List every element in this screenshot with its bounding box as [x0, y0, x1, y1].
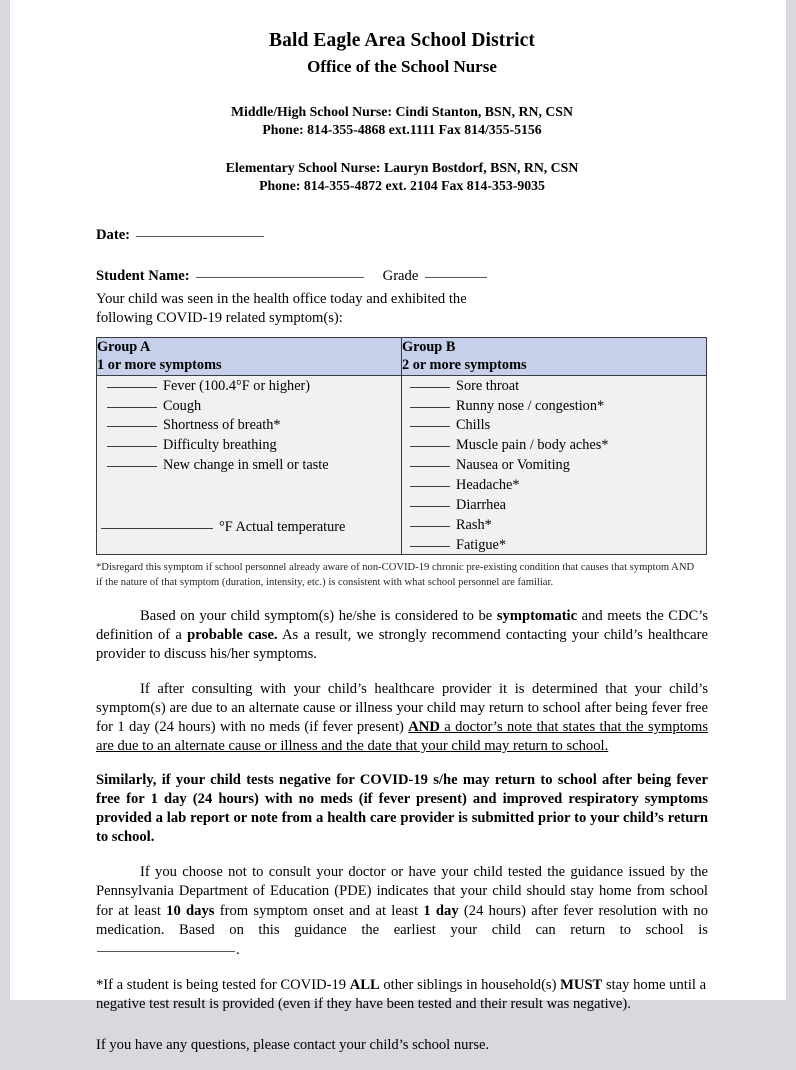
symptom-label: Rash* [456, 516, 492, 533]
symptom-checkbox-blank[interactable] [410, 455, 450, 467]
symptom-label: Fatigue* [456, 536, 507, 553]
p3-text-3: (24 hours) after fever resolution with no medication. Based on this guidance the earliest your child can return to school is [96, 902, 708, 938]
return-date-input-blank[interactable] [97, 940, 235, 952]
list-item[interactable] [97, 376, 401, 396]
temperature-input-blank[interactable] [101, 517, 213, 529]
student-name-input-blank[interactable] [196, 266, 364, 278]
p3-text-1: If you choose not to consult your doctor or have your child tested the guidance issued by the Pennsylvania Department of Education (PDE) indicates that your child should stay home from school for at least [96, 864, 708, 919]
nurse-contact-middle-high [96, 103, 708, 138]
symptom-label: Shortness of breath* [163, 417, 281, 434]
list-item[interactable] [402, 535, 706, 555]
list-item[interactable] [402, 455, 706, 475]
temperature-label: °F Actual temperature [219, 519, 346, 536]
list-item[interactable] [97, 455, 401, 475]
group-b-cell [402, 375, 707, 555]
date-input-blank[interactable] [136, 225, 264, 237]
list-item[interactable] [97, 435, 401, 455]
symptom-checkbox-blank[interactable] [107, 396, 157, 408]
symptom-checkbox-blank[interactable] [107, 435, 157, 447]
list-item[interactable] [402, 415, 706, 435]
symptom-label: Headache* [456, 477, 520, 494]
symptom-checkbox-blank[interactable] [410, 376, 450, 388]
paragraph-siblings [96, 976, 708, 1014]
p3-bold-one-day: 1 day [423, 902, 459, 919]
group-a-title: Group A [97, 339, 151, 356]
symptom-checkbox-blank[interactable] [410, 396, 450, 408]
list-item[interactable] [402, 495, 706, 515]
symptom-checkbox-blank[interactable] [410, 475, 450, 487]
symptom-label: Cough [163, 397, 202, 414]
p3-bold-ten-days: 10 days [166, 902, 215, 919]
p1-bold-symptomatic: symptomatic [496, 607, 578, 624]
p4-bold-all: ALL [349, 976, 380, 993]
symptom-checkbox-blank[interactable] [107, 376, 157, 388]
symptom-label: New change in smell or taste [163, 457, 329, 474]
list-item[interactable] [402, 475, 706, 495]
paragraph-closing: If you have any questions, please contact your child’s school nurse. [96, 1037, 490, 1054]
table-footnote: *Disregard this symptom if school personnel already aware of non-COVID-19 chronic pre-existing condition that causes that symptom AND if the nature of that symptom (duration, intensity, etc.) is consistent with what school personnel are familiar. [96, 562, 695, 589]
date-field-row [96, 225, 708, 244]
symptom-label: Runny nose / congestion* [456, 397, 605, 414]
nurse-phone-middle-high: Phone: 814-355-4868 ext.1111 Fax 814/355-5156 [262, 121, 542, 137]
p2-bold-and: AND [408, 719, 440, 736]
group-b-subtitle: 2 or more symptoms [402, 357, 527, 374]
p4-bold-must: MUST [560, 976, 603, 993]
list-item[interactable] [402, 435, 706, 455]
p1-text-2: and meets the CDC’s definition of a [96, 607, 708, 643]
student-name-label: Student Name: [96, 267, 190, 284]
group-a-subtitle: 1 or more symptoms [97, 357, 222, 374]
grade-input-blank[interactable] [425, 266, 487, 278]
symptom-checkbox-blank[interactable] [410, 435, 450, 447]
grade-label: Grade [382, 267, 419, 284]
symptom-label: Difficulty breathing [163, 437, 277, 454]
group-b-header [402, 338, 707, 376]
symptom-label: Nausea or Vomiting [456, 457, 570, 474]
nurse-name-middle-high: Middle/High School Nurse: Cindi Stanton, BSN, RN, CSN [231, 104, 573, 119]
symptom-checkbox-blank[interactable] [107, 455, 157, 467]
p1-bold-probable-case: probable case. [187, 626, 278, 643]
table-header-row [97, 338, 707, 376]
symptom-table [96, 337, 707, 555]
nurse-name-elementary: Elementary School Nurse: Lauryn Bostdorf, BSN, RN, CSN [225, 160, 579, 176]
list-item[interactable] [97, 415, 401, 435]
group-b-title: Group B [402, 339, 456, 356]
document-page [10, 0, 786, 1054]
p3-text-4: . [236, 941, 240, 958]
nurse-phone-elementary: Phone: 814-355-4872 ext. 2104 Fax 814-353-9035 [259, 177, 545, 193]
document-header [96, 0, 708, 195]
p1-text-1: Based on your child symptom(s) he/she is considered to be [140, 607, 497, 624]
paragraph-negative-test: Similarly, if your child tests negative for COVID-19 s/he may return to school after being fever free for 1 day (24 hours) with no meds (if fever present) and improved respiratory symptoms provided a lab report or note from a health care provider is submitted prior to your child’s return to school. [96, 771, 708, 846]
symptom-checkbox-blank[interactable] [107, 415, 157, 427]
group-a-symptom-list [97, 376, 401, 475]
symptom-checkbox-blank[interactable] [410, 515, 450, 527]
group-a-cell [97, 375, 402, 555]
paragraph-pde-guidance [96, 863, 708, 960]
symptom-label: Sore throat [456, 377, 520, 394]
group-b-symptom-list [402, 376, 706, 555]
district-title: Bald Eagle Area School District [269, 30, 535, 51]
p3-text-2: from symptom onset and at least [214, 902, 424, 919]
office-subtitle: Office of the School Nurse [307, 57, 497, 76]
group-a-header [97, 338, 402, 376]
p1-text-3: As a result, we strongly recommend contacting your child’s healthcare provider to discuss his/her symptoms. [96, 626, 708, 662]
document-content [96, 0, 708, 1070]
list-item[interactable] [402, 515, 706, 535]
p4-text-1: *If a student is being tested for COVID-19 [96, 976, 350, 993]
symptom-label: Muscle pain / body aches* [456, 437, 609, 454]
list-item[interactable] [402, 396, 706, 416]
list-item[interactable] [97, 396, 401, 416]
table-body-row [97, 375, 707, 555]
paragraph-alternate-cause [96, 680, 708, 756]
date-label: Date: [96, 226, 131, 243]
symptom-checkbox-blank[interactable] [410, 535, 450, 547]
intro-text: Your child was seen in the health office today and exhibited the following COVID-19 related symptom(s): [96, 290, 467, 326]
symptom-checkbox-blank[interactable] [410, 415, 450, 427]
p4-text-3: stay home until a negative test result is provided (even if they have been tested and their result was negative). [96, 976, 707, 1012]
actual-temperature-row [97, 517, 401, 536]
student-field-row [96, 266, 708, 285]
p2-underlined-note: a doctor’s note that states that the symptoms are due to an alternate cause or illness and the date that your child may return to school. [96, 719, 708, 755]
list-item[interactable] [402, 376, 706, 396]
p2-text-1: If after consulting with your child’s healthcare provider it is determined that your child’s symptom(s) are due to an alternate cause or illness your child may return to school after being fever free for 1 day (24 hours) with no meds (if fever present) [96, 680, 708, 736]
symptom-label: Fever (100.4°F or higher) [163, 377, 311, 394]
symptom-label: Diarrhea [456, 496, 507, 513]
paragraph-symptomatic [96, 607, 708, 664]
symptom-checkbox-blank[interactable] [410, 495, 450, 507]
p4-text-2: other siblings in household(s) [379, 976, 561, 993]
symptom-label: Chills [456, 417, 491, 434]
nurse-contact-elementary [96, 159, 708, 194]
